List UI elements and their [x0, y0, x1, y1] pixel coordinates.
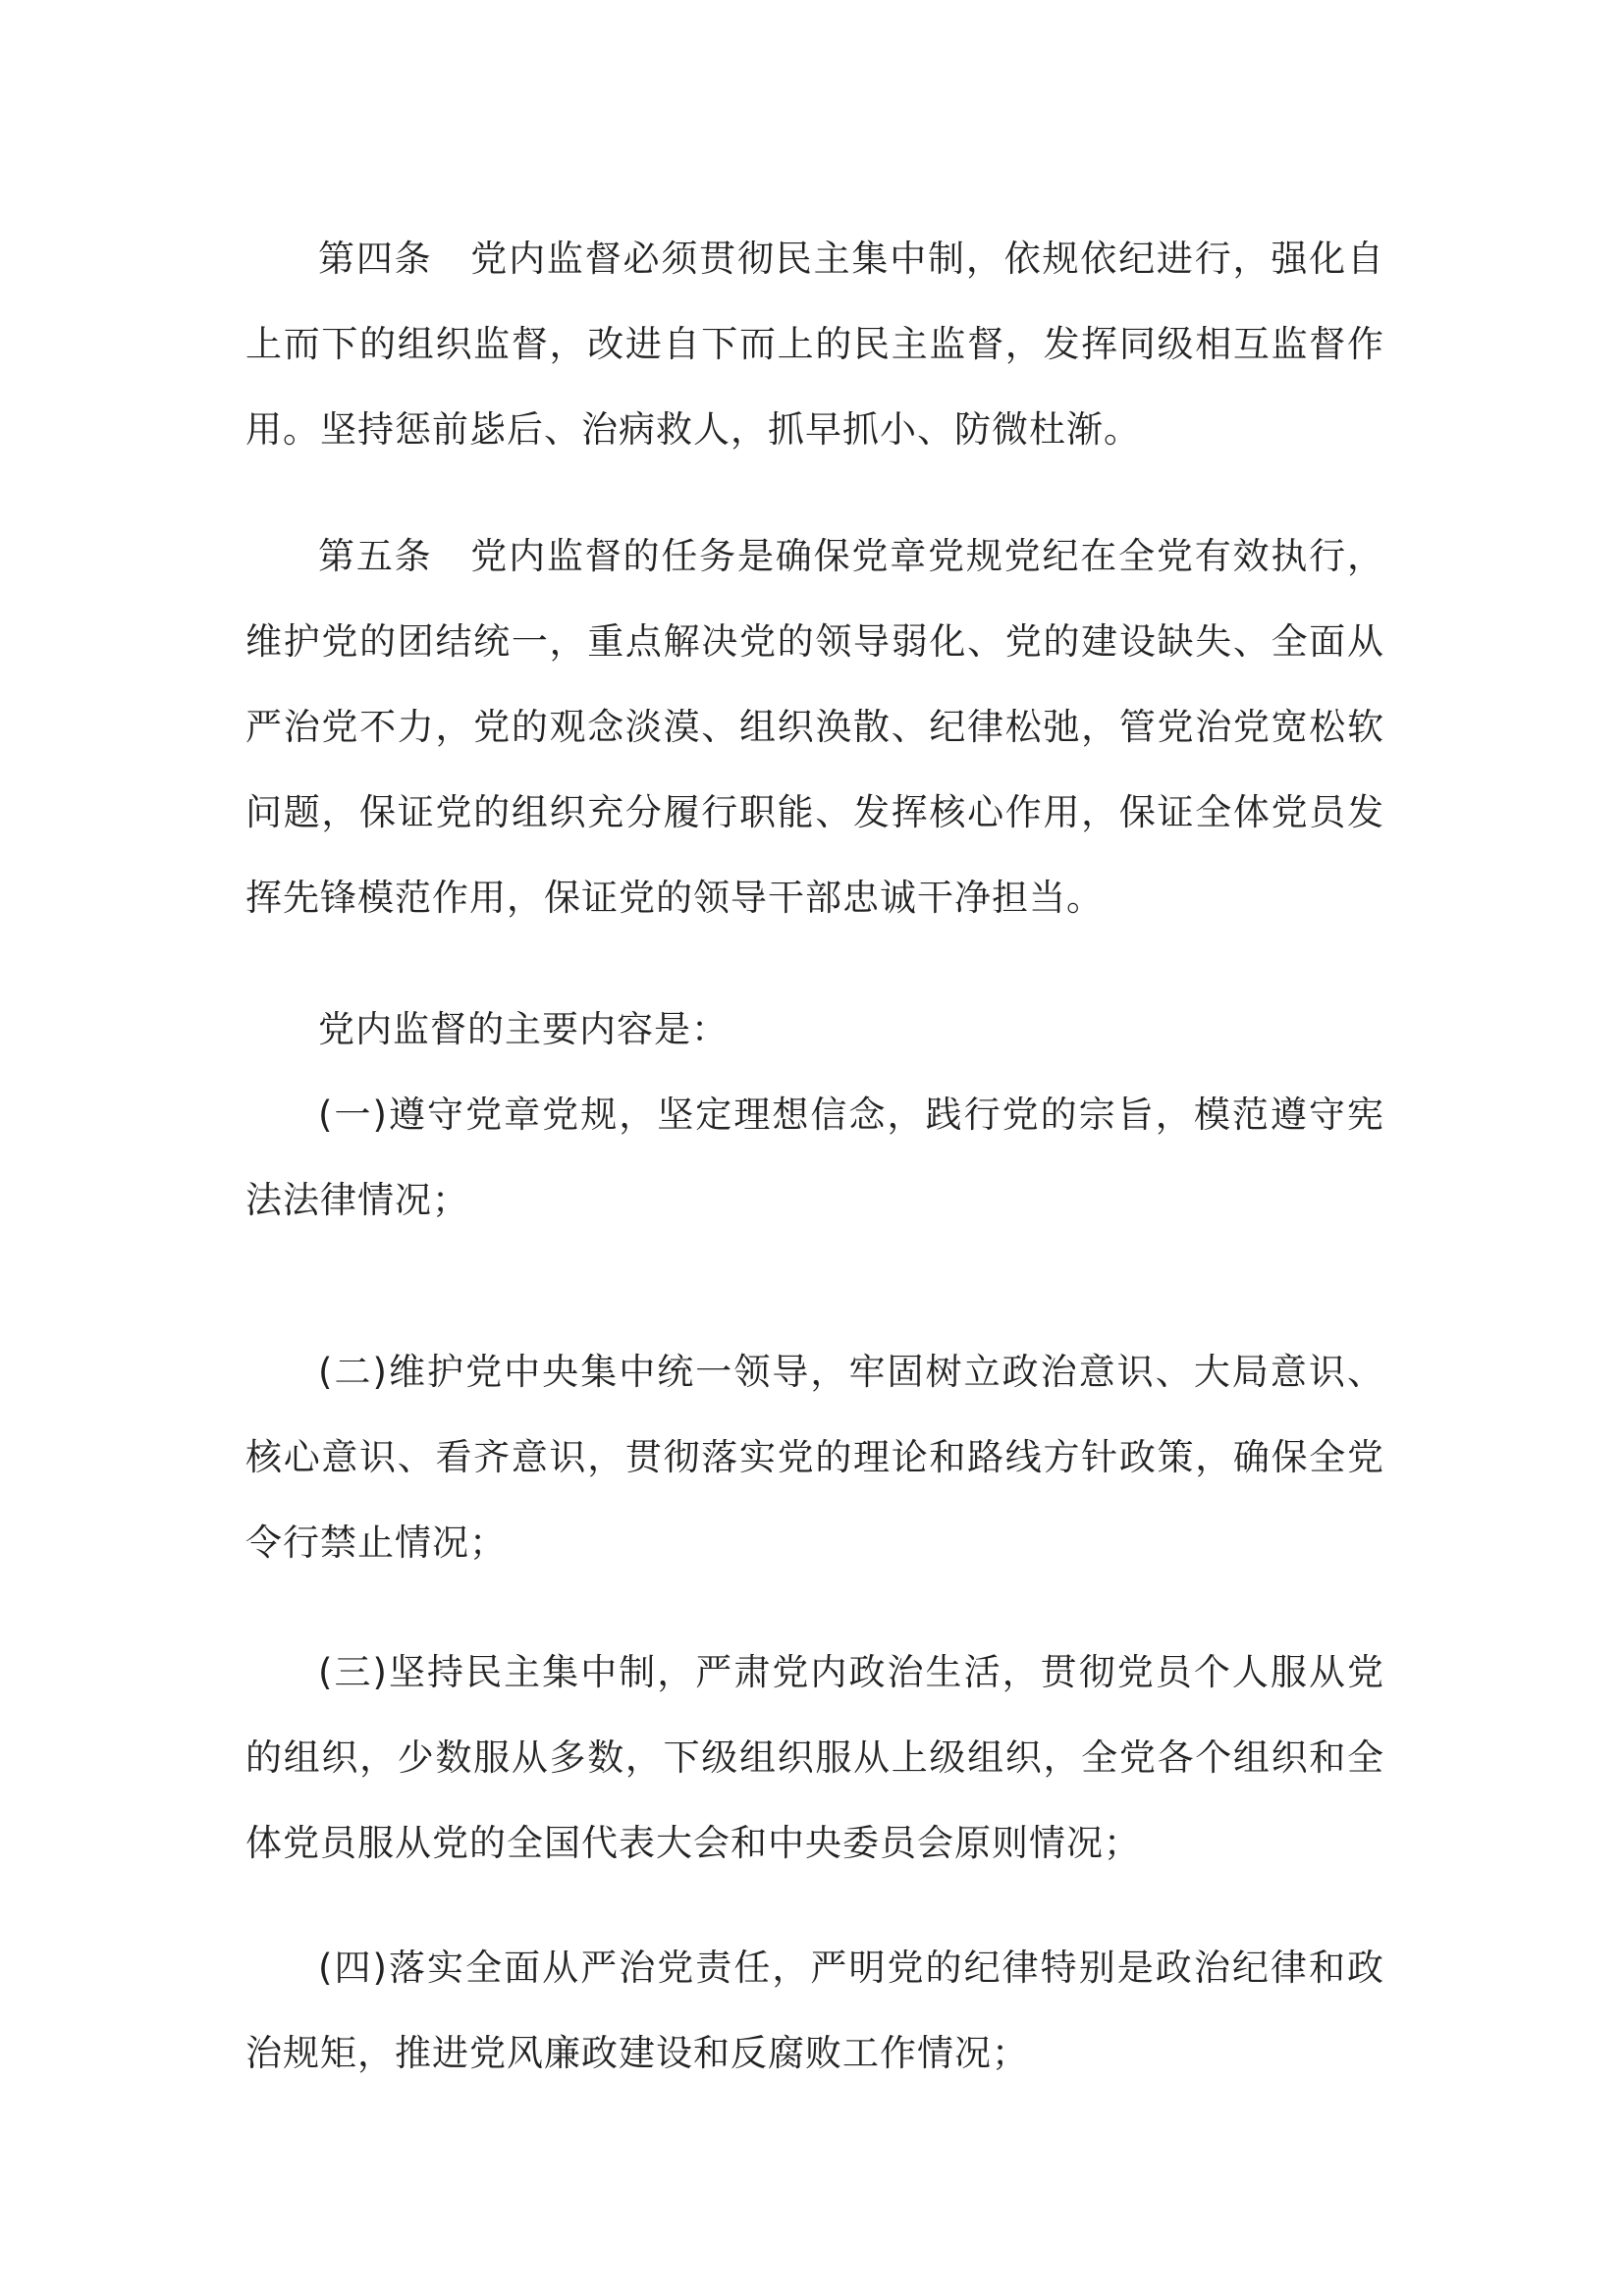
paragraph-item-4: (四)落实全面从严治党责任，严明党的纪律特别是政治纪律和政治规矩，推进党风廉政建设和反腐败工作情况； — [245, 1947, 1384, 2074]
paragraph-main-content-intro: 党内监督的主要内容是： — [318, 1008, 729, 1050]
paragraph-article-5: 第五条 党内监督的任务是确保党章党规党纪在全党有效执行，维护党的团结统一，重点解决党的领导弱化、党的建设缺失、全面从严治党不力，党的观念淡漠、组织涣散、纪律松弛，管党治党宽松软问题，保证党的组织充分履行职能、发挥核心作用，保证全体党员发挥先锋模范作用，保证党的领导干部忠诚干净担当。 — [245, 535, 1384, 919]
paragraph-item-1: (一)遵守党章党规，坚定理想信念，践行党的宗旨，模范遵守宪法法律情况； — [245, 1094, 1384, 1221]
paragraph-article-4: 第四条 党内监督必须贯彻民主集中制，依规依纪进行，强化自上而下的组织监督，改进自下而上的民主监督，发挥同级相互监督作用。坚持惩前毖后、治病救人，抓早抓小、防微杜渐。 — [245, 238, 1384, 451]
paragraph-item-2: (二)维护党中央集中统一领导，牢固树立政治意识、大局意识、核心意识、看齐意识，贯彻落实党的理论和路线方针政策，确保全党令行禁止情况； — [245, 1351, 1384, 1564]
paragraph-item-3: (三)坚持民主集中制，严肃党内政治生活，贯彻党员个人服从党的组织，少数服从多数，下级组织服从上级组织，全党各个组织和全体党员服从党的全国代表大会和中央委员会原则情况； — [245, 1651, 1384, 1864]
